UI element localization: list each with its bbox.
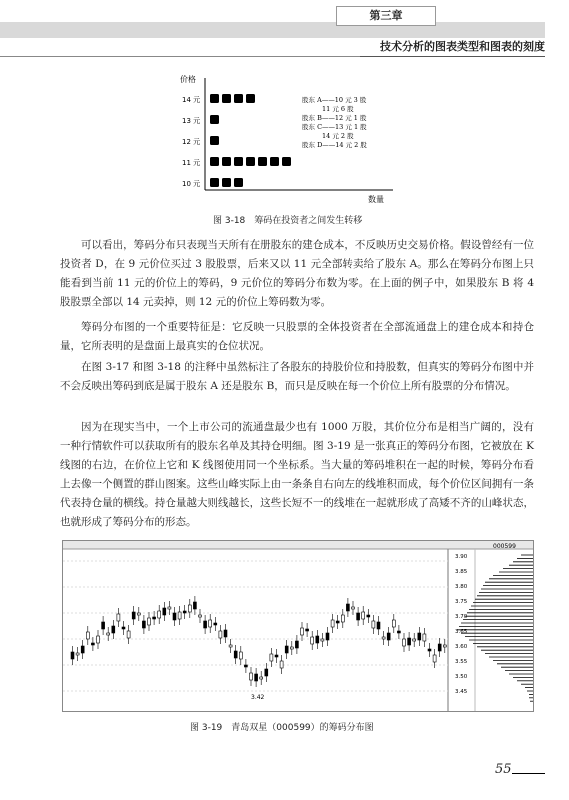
paragraph-2: 筹码分布图的一个重要特征是：它反映一只股票的全体投资者在全部流通盘上的建仓成本和持仓量，它所表明的是盘面上最真实的仓位状况。 <box>60 321 534 352</box>
price-tick: 3.85 <box>455 569 468 575</box>
candle-body <box>244 665 247 667</box>
candle-body <box>255 674 258 681</box>
paragraph-4: 因为在现实当中，一个上市公司的流通盘最少也有 1000 万股，其价位分布是相当广阔的，没有一种行情软件可以获取所有的股东名单及其持仓明细。图 3-19 是一张真正的筹码分布图，它被放在 K 线图的右边，在价位上它和 K 线图使用同一个坐标系。当大量的筹码堆积在一起的时候，筹码分布看上去像一个侧置的群山图案。这些山峰实际上由一条条自右向左的线堆积而成，每个价位区间拥有一条代表持仓量的横线。持仓量越大则线越长，这些长短不一的线堆在一起就形成了高矮不齐的山峰状态，也就形成了筹码分布的形态。 <box>60 421 534 528</box>
price-label: 13 元 <box>182 117 201 125</box>
candle-body <box>321 639 324 641</box>
candle-body <box>107 633 110 635</box>
candle-body <box>173 613 176 620</box>
candle-body <box>148 618 151 625</box>
chart-gridlines <box>63 561 448 691</box>
candle-body <box>403 639 406 646</box>
legend-entry: 股东 C——13 元 1 股 <box>302 123 367 131</box>
candle-body <box>137 613 140 615</box>
price-tick: 3.45 <box>455 689 468 695</box>
candle-body <box>214 623 217 625</box>
candle-body <box>352 607 355 609</box>
price-label: 12 元 <box>182 138 201 146</box>
candle-body <box>382 637 385 639</box>
candle-body <box>132 612 135 619</box>
candle-body <box>183 611 186 613</box>
candle-body <box>102 622 105 629</box>
chart-svg <box>63 541 533 711</box>
price-tick: 3.75 <box>455 599 468 605</box>
candle-body <box>423 634 426 641</box>
header-rule <box>0 56 360 57</box>
candle-body <box>413 639 416 641</box>
candle-body <box>71 652 74 659</box>
chip-block <box>258 157 267 166</box>
candle-body <box>326 633 329 640</box>
candle-body <box>418 633 421 640</box>
candle-body <box>265 669 268 676</box>
price-label: 11 元 <box>182 159 201 167</box>
chip-block <box>210 136 219 145</box>
figure-18-caption: 图 3-18 筹码在投资者之间发生转移 <box>213 216 363 226</box>
chip-block <box>246 157 255 166</box>
candle-body <box>428 649 431 651</box>
candle-body <box>346 604 349 611</box>
price-rows <box>182 94 291 188</box>
candle-body <box>357 613 360 620</box>
price-tick: 3.55 <box>455 659 468 665</box>
candle-body <box>331 620 334 627</box>
candle-body <box>316 636 319 643</box>
candle-body <box>229 645 232 647</box>
page-number: 55 <box>495 762 512 777</box>
candle-body <box>112 626 115 633</box>
stock-code: 000599 <box>493 543 516 550</box>
candle-body <box>234 651 237 658</box>
chip-block <box>222 178 231 187</box>
candle-body <box>387 633 390 640</box>
y-axis-label: 价格 <box>180 75 196 84</box>
candle-body <box>86 632 89 639</box>
price-label: 10 元 <box>182 180 201 188</box>
candle-body <box>91 643 94 645</box>
candle-body <box>153 617 156 619</box>
candle-body <box>168 607 171 609</box>
candle-body <box>127 631 130 638</box>
chip-block <box>222 94 231 103</box>
x-axis-label: 数量 <box>368 195 384 204</box>
low-price-label: 3.42 <box>251 694 265 701</box>
candle-body <box>142 621 145 628</box>
candle-body <box>306 629 309 631</box>
candle-body <box>199 615 202 617</box>
price-tick: 3.50 <box>455 674 468 680</box>
candle-body <box>224 630 227 637</box>
candle-body <box>260 677 263 679</box>
figure-19-caption: 图 3-19 青岛双星（000599）的筹码分布图 <box>190 723 374 733</box>
section-title: 技术分析的图表类型和图表的刻度 <box>358 38 545 57</box>
chip-block <box>210 178 219 187</box>
price-tick: 3.65 <box>455 629 468 635</box>
legend-entry: 14 元 2 股 <box>322 132 354 140</box>
header-bar <box>0 22 545 38</box>
chip-block <box>210 115 219 124</box>
candlesticks <box>71 596 446 687</box>
candle-body <box>443 645 446 647</box>
price-tick: 3.70 <box>455 614 468 620</box>
candle-body <box>367 615 370 617</box>
candle-body <box>341 615 344 622</box>
chip-block <box>246 94 255 103</box>
legend-entry: 股东 D——14 元 2 股 <box>302 141 367 149</box>
chip-histogram <box>457 555 533 701</box>
candle-body <box>250 673 253 680</box>
paragraph-3: 在图 3-17 和图 3-18 的注释中虽然标注了各股东的持股价位和持股数，但真实的筹码分布图中并不会反映出筹码到底是属于股东 A 还是股东 B，而只是反映在每一个价位上所有股票的分布情况。 <box>60 361 534 392</box>
candle-body <box>193 602 196 609</box>
candle-body <box>76 653 79 655</box>
candle-body <box>438 644 441 651</box>
candle-body <box>311 637 314 644</box>
candle-body <box>158 611 161 618</box>
candle-body <box>285 646 288 653</box>
chip-distribution-chart <box>62 540 534 712</box>
candle-body <box>209 620 212 627</box>
legend-entry: 股东 B——12 元 1 股 <box>302 114 367 122</box>
chip-transfer-figure <box>178 68 398 208</box>
page-number-rule <box>512 773 545 774</box>
candle-body <box>433 655 436 662</box>
candle-body <box>219 631 222 638</box>
price-tick: 3.60 <box>455 644 468 650</box>
candle-body <box>280 661 283 668</box>
candle-body <box>397 631 400 633</box>
chip-block <box>270 157 279 166</box>
shareholder-legend <box>302 95 367 149</box>
price-tick: 3.90 <box>455 554 468 560</box>
chip-block <box>234 94 243 103</box>
chip-block <box>282 157 291 166</box>
chip-block <box>210 94 219 103</box>
chapter-label: 第三章 <box>336 6 436 26</box>
candle-body <box>239 652 242 659</box>
candle-body <box>270 654 273 661</box>
legend-entry: 股东 A——10 元 3 股 <box>302 96 367 104</box>
paragraph-1: 可以看出，筹码分布只表现当天所有在册股东的建仓成本，不反映历史交易价格。假设曾经有一位投资者 D，在 9 元价位买过 3 股股票，后来又以 11 元全部转卖给了股东 A。那么在筹码分布图上只能看到当前 11 元的价位上的筹码，9 元价位的筹码分布数为零。在上面的例子中，如果股东 B 将 4 股股票全部以 14 元卖掉，则 12 元的价位上筹码数为零。 <box>60 239 534 308</box>
candle-body <box>392 620 395 627</box>
legend-entry: 11 元 6 股 <box>322 105 354 113</box>
candle-body <box>301 628 304 635</box>
candle-body <box>178 612 181 619</box>
price-tick: 3.80 <box>455 584 468 590</box>
candle-body <box>117 614 120 621</box>
candle-body <box>204 621 207 628</box>
candle-body <box>163 608 166 615</box>
candle-body <box>188 605 191 612</box>
chip-block <box>222 157 231 166</box>
price-label: 14 元 <box>182 96 201 104</box>
candle-body <box>372 621 375 628</box>
candle-body <box>336 621 339 623</box>
candle-body <box>290 647 293 649</box>
candle-body <box>81 646 84 653</box>
candle-body <box>122 627 125 629</box>
candle-body <box>362 612 365 619</box>
price-scale <box>455 554 468 695</box>
candle-body <box>408 638 411 645</box>
candle-body <box>275 655 278 657</box>
chip-block <box>234 157 243 166</box>
candle-body <box>295 641 298 648</box>
chip-block <box>234 178 243 187</box>
candle-body <box>97 636 100 643</box>
chip-block <box>210 157 219 166</box>
candle-body <box>377 622 380 629</box>
